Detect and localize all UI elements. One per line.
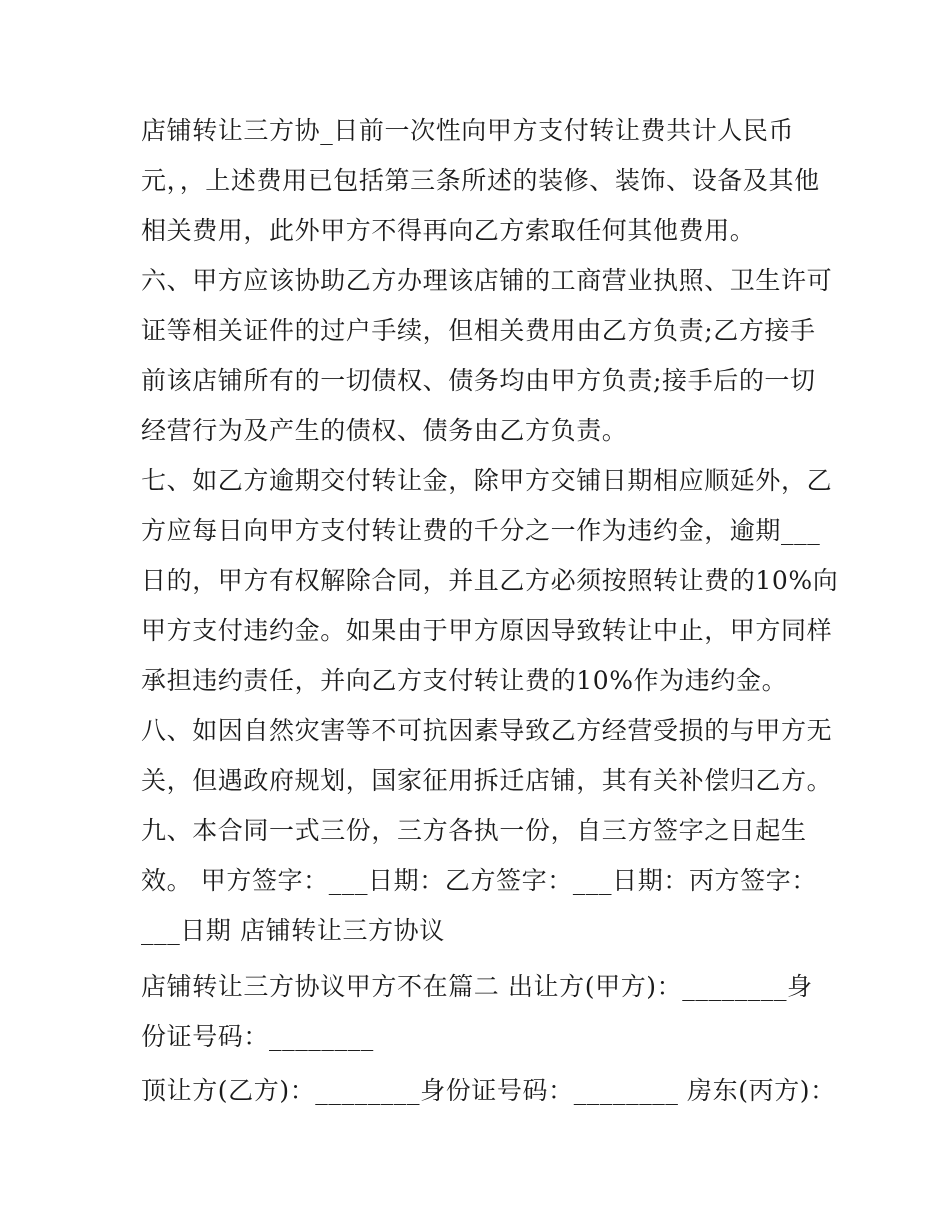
paragraph-line: 甲方支付违约金。如果由于甲方原因导致转让中止，甲方同样 bbox=[141, 616, 833, 645]
paragraph-line: 前该店铺所有的一切债权、债务均由甲方负责;接手后的一切 bbox=[141, 366, 816, 395]
signature-line: ___日期 店铺转让三方协议 bbox=[141, 916, 445, 945]
paragraph-line: 经营行为及产生的债权、债务由乙方负责。 bbox=[141, 416, 628, 445]
signature-line: 效。 甲方签字：___日期：乙方签字：___日期：丙方签字： bbox=[141, 866, 817, 895]
paragraph-line: 相关费用，此外甲方不得再向乙方索取任何其他费用。 bbox=[141, 216, 756, 245]
paragraph-line: 七、如乙方逾期交付转让金，除甲方交铺日期相应顺延外，乙 bbox=[141, 466, 833, 495]
paragraph-line: 八、如因自然灾害等不可抗因素导致乙方经营受损的与甲方无 bbox=[141, 716, 833, 745]
paragraph-line: 元，，上述费用已包括第三条所述的装修、装饰、设备及其他 bbox=[141, 166, 820, 195]
paragraph-line: 店铺转让三方协_日前一次性向甲方支付转让费共计人民币 bbox=[141, 116, 795, 145]
paragraph-line: 九、本合同一式三份，三方各执一份，自三方签字之日起生 bbox=[141, 816, 807, 845]
paragraph-line: 承担违约责任，并向乙方支付转让费的10%作为违约金。 bbox=[141, 666, 788, 695]
section-heading-line: 店铺转让三方协议甲方不在篇二 出让方(甲方)：________身 bbox=[141, 972, 813, 1001]
paragraph-line: 日的，甲方有权解除合同，并且乙方必须按照转让费的10%向 bbox=[141, 566, 839, 595]
paragraph-line: 六、甲方应该协助乙方办理该店铺的工商营业执照、卫生许可 bbox=[141, 266, 833, 295]
form-field-line: 份证号码：________ bbox=[141, 1022, 374, 1051]
paragraph-line: 方应每日向甲方支付转让费的千分之一作为违约金，逾期___ bbox=[141, 516, 821, 545]
form-field-line: 顶让方(乙方)：________身份证号码：________ 房东(丙方)： bbox=[141, 1076, 836, 1105]
paragraph-line: 证等相关证件的过户手续，但相关费用由乙方负责;乙方接手 bbox=[141, 316, 816, 345]
paragraph-line: 关，但遇政府规划，国家征用拆迁店铺，其有关补偿归乙方。 bbox=[141, 766, 833, 795]
